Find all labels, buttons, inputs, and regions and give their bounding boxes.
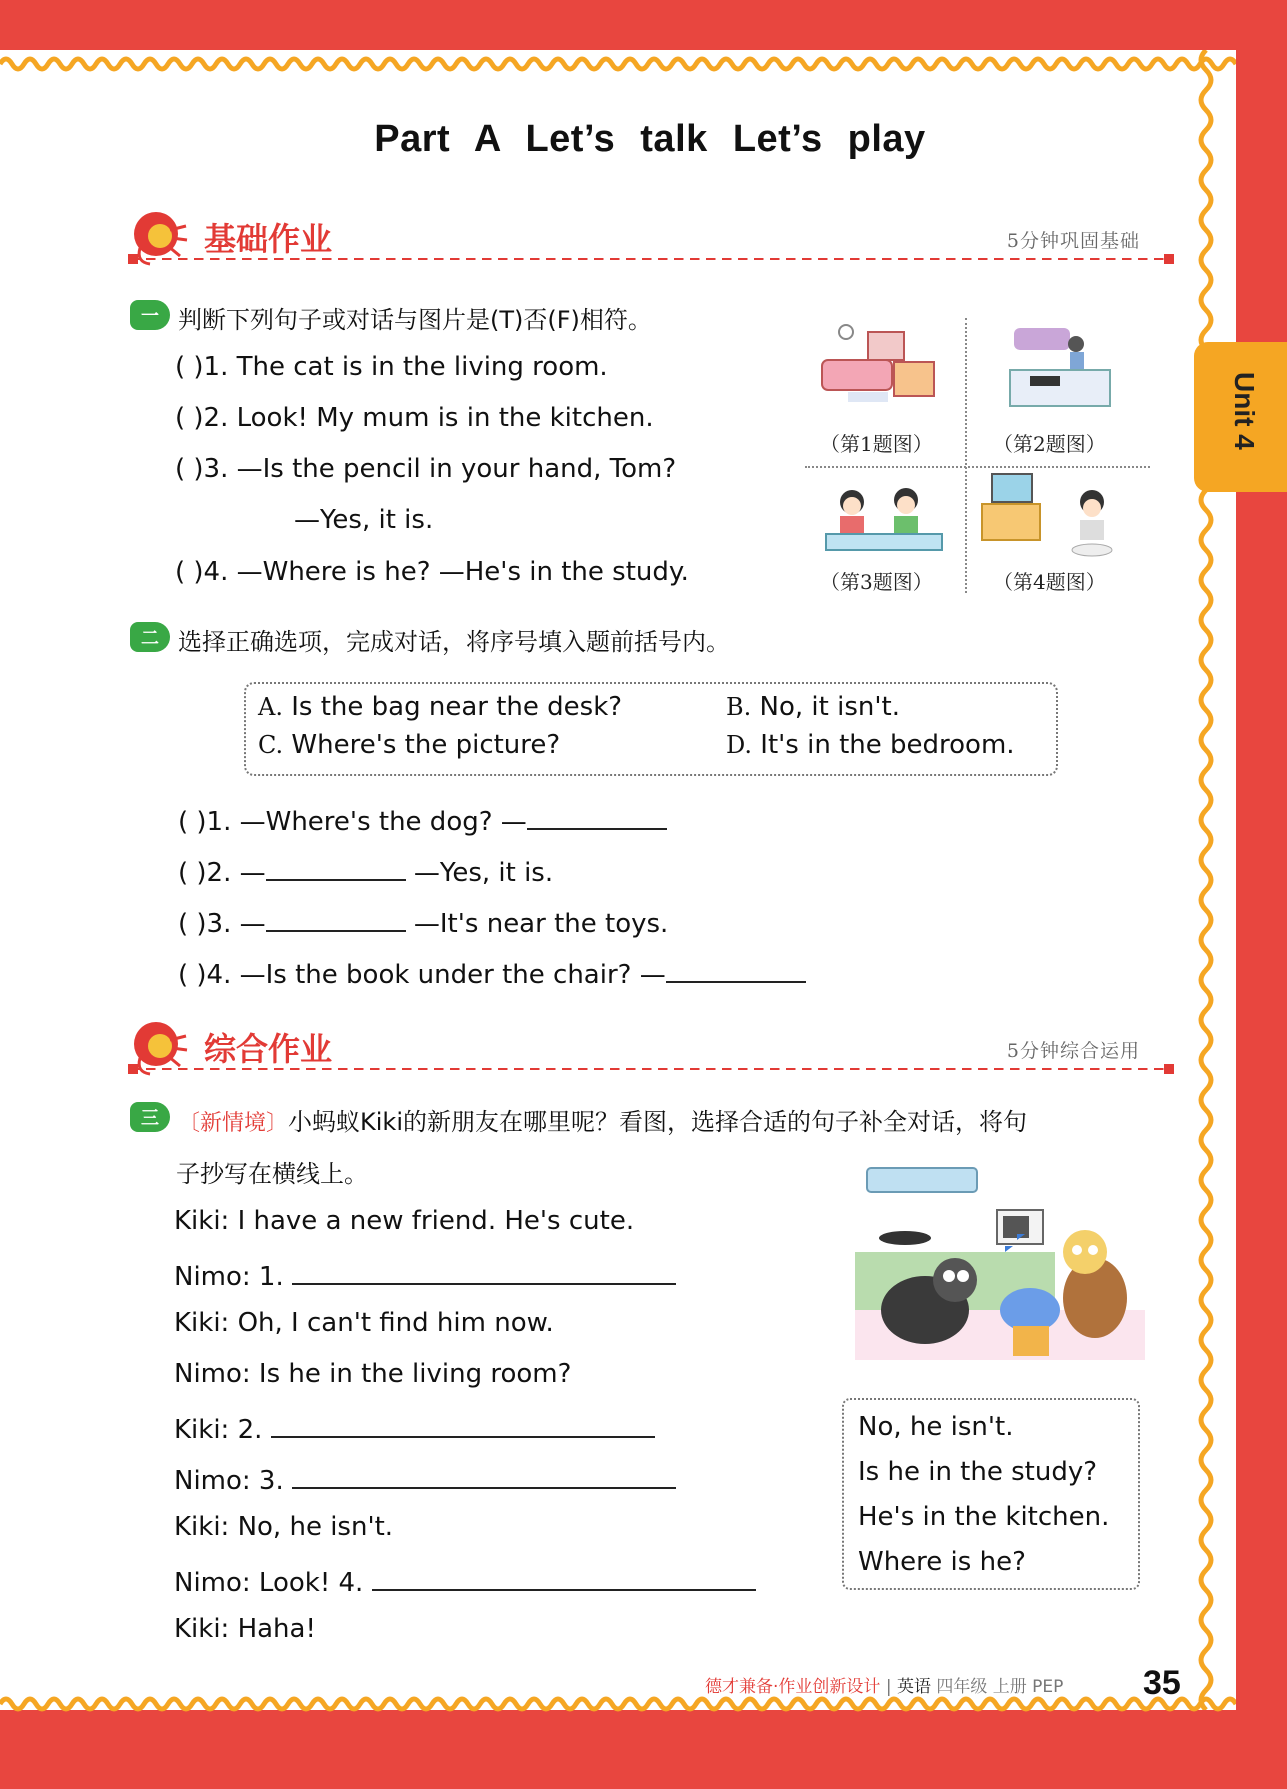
section-title: 基础作业 xyxy=(204,220,333,258)
dialogue-line: Kiki: Oh, I can't find him now. xyxy=(174,1308,554,1338)
divider-dot xyxy=(128,254,138,264)
dialogue-line xyxy=(174,1410,655,1445)
question-instruction: 选择正确选项，完成对话，将序号填入题前括号内。 xyxy=(178,628,730,656)
option-text: It's in the bedroom. xyxy=(760,730,1015,760)
dialogue-line: Kiki: Haha! xyxy=(174,1614,316,1644)
section-time: 5分钟综合运用 xyxy=(1006,1040,1140,1062)
footer-grade: 四年级 上册 PEP xyxy=(936,1677,1064,1697)
picture-caption: （第1题图） xyxy=(820,432,933,456)
grid-divider xyxy=(965,318,967,593)
section-title: 综合作业 xyxy=(204,1030,333,1068)
option-a xyxy=(258,692,622,722)
section-header-basic xyxy=(130,208,1170,268)
dialogue-text: Kiki: 2. xyxy=(174,1415,263,1445)
answer-blank[interactable] xyxy=(266,853,406,881)
new-context-tag: 〔新情境〕 xyxy=(178,1111,289,1136)
q2-item xyxy=(178,955,806,990)
section-divider xyxy=(130,258,1170,260)
q1-item: ( )3. —Is the pencil in your hand, Tom? xyxy=(175,454,677,484)
dialogue-line xyxy=(174,1563,756,1598)
option-letter: A. xyxy=(258,693,283,721)
question-badge: 三 xyxy=(130,1102,170,1132)
unit-side-tab xyxy=(1194,342,1287,492)
q2-item-text: ( )4. —Is the book under the chair? — xyxy=(178,960,666,990)
q2-item-text: ( )2. — xyxy=(178,858,266,888)
answer-blank[interactable] xyxy=(292,1461,676,1489)
unit-tab-label: Unit 4 xyxy=(1229,372,1260,450)
option-letter: D. xyxy=(726,731,753,759)
decorative-wave-top xyxy=(0,42,1236,78)
option-text: Where's the picture? xyxy=(291,730,561,760)
dialogue-line xyxy=(174,1257,676,1292)
dialogue-text: Nimo: Look! 4. xyxy=(174,1568,364,1598)
question-badge: 一 xyxy=(130,300,170,330)
dialogue-text: Nimo: 1. xyxy=(174,1262,284,1292)
children-desk-illustration xyxy=(822,480,947,570)
q2-item-text: —Yes, it is. xyxy=(405,858,554,888)
option-text: Is the bag near the desk? xyxy=(291,692,623,722)
instruction-text: 小蚂蚁Kiki的新朋友在哪里呢？看图，选择合适的句子补全对话，将句 xyxy=(288,1108,1027,1136)
option-letter: C. xyxy=(258,731,284,759)
divider-dot xyxy=(1164,254,1174,264)
answer-blank[interactable] xyxy=(292,1257,676,1285)
answer-blank[interactable] xyxy=(527,802,667,830)
q2-item-text: ( )3. — xyxy=(178,909,266,939)
question-badge: 二 xyxy=(130,622,170,652)
footer-subject: 英语 xyxy=(896,1677,931,1697)
decorative-wave-right xyxy=(1196,50,1246,1710)
option-d xyxy=(726,730,1015,760)
word-bank-box xyxy=(842,1398,1140,1590)
q1-item: ( )1. The cat is in the living room. xyxy=(175,352,608,382)
q1-item: —Yes, it is. xyxy=(294,505,434,535)
option-b xyxy=(726,692,900,722)
q2-item xyxy=(178,853,553,888)
answer-blank[interactable] xyxy=(266,904,406,932)
q2-item xyxy=(178,802,667,837)
picture-caption: （第2题图） xyxy=(993,432,1106,456)
divider-dot xyxy=(1164,1064,1174,1074)
section-divider xyxy=(130,1068,1170,1070)
option-text: No, it isn't. xyxy=(759,692,900,722)
page-title: Part A Let’s talk Let’s play xyxy=(374,118,926,160)
q1-item: ( )2. Look! My mum is in the kitchen. xyxy=(175,403,654,433)
study-illustration xyxy=(980,472,1120,572)
grid-divider xyxy=(805,466,1150,468)
picture-caption: （第4题图） xyxy=(993,570,1106,594)
q1-item: ( )4. —Where is he? —He's in the study. xyxy=(175,557,689,587)
dialogue-text: Nimo: 3. xyxy=(174,1466,284,1496)
section-time: 5分钟巩固基础 xyxy=(1006,230,1140,252)
dialogue-line: Kiki: No, he isn't. xyxy=(174,1512,394,1542)
q2-item xyxy=(178,904,668,939)
dialogue-line: Nimo: Is he in the living room? xyxy=(174,1359,572,1389)
word-bank-item: Is he in the study? xyxy=(858,1457,1098,1487)
answer-blank[interactable] xyxy=(271,1410,655,1438)
question-instruction xyxy=(178,1102,1027,1137)
page-number: 35 xyxy=(1143,1664,1181,1702)
question-instruction: 判断下列句子或对话与图片是(T)否(F)相符。 xyxy=(178,306,652,334)
q2-item-text: —It's near the toys. xyxy=(405,909,669,939)
ants-kitchen-illustration xyxy=(845,1160,1155,1380)
kitchen-illustration xyxy=(1000,322,1120,417)
answer-blank[interactable] xyxy=(372,1563,756,1591)
option-c xyxy=(258,730,560,760)
dialogue-line: Kiki: I have a new friend. He's cute. xyxy=(174,1206,635,1236)
q2-item-text: ( )1. —Where's the dog? — xyxy=(178,807,527,837)
word-bank-item: He's in the kitchen. xyxy=(858,1502,1110,1532)
page-footer xyxy=(705,1672,1063,1697)
section-header-comprehensive xyxy=(130,1018,1170,1078)
option-letter: B. xyxy=(726,693,752,721)
footer-brand: 德才兼备·作业创新设计 xyxy=(705,1677,881,1697)
word-bank-item: No, he isn't. xyxy=(858,1412,1014,1442)
bedroom-illustration xyxy=(818,322,948,417)
picture-caption: （第3题图） xyxy=(820,570,933,594)
answer-blank[interactable] xyxy=(666,955,806,983)
word-bank-item: Where is he? xyxy=(858,1547,1026,1577)
footer-separator: | xyxy=(885,1677,892,1697)
question-instruction-cont: 子抄写在横线上。 xyxy=(176,1160,368,1188)
dialogue-line xyxy=(174,1461,676,1496)
divider-dot xyxy=(128,1064,138,1074)
